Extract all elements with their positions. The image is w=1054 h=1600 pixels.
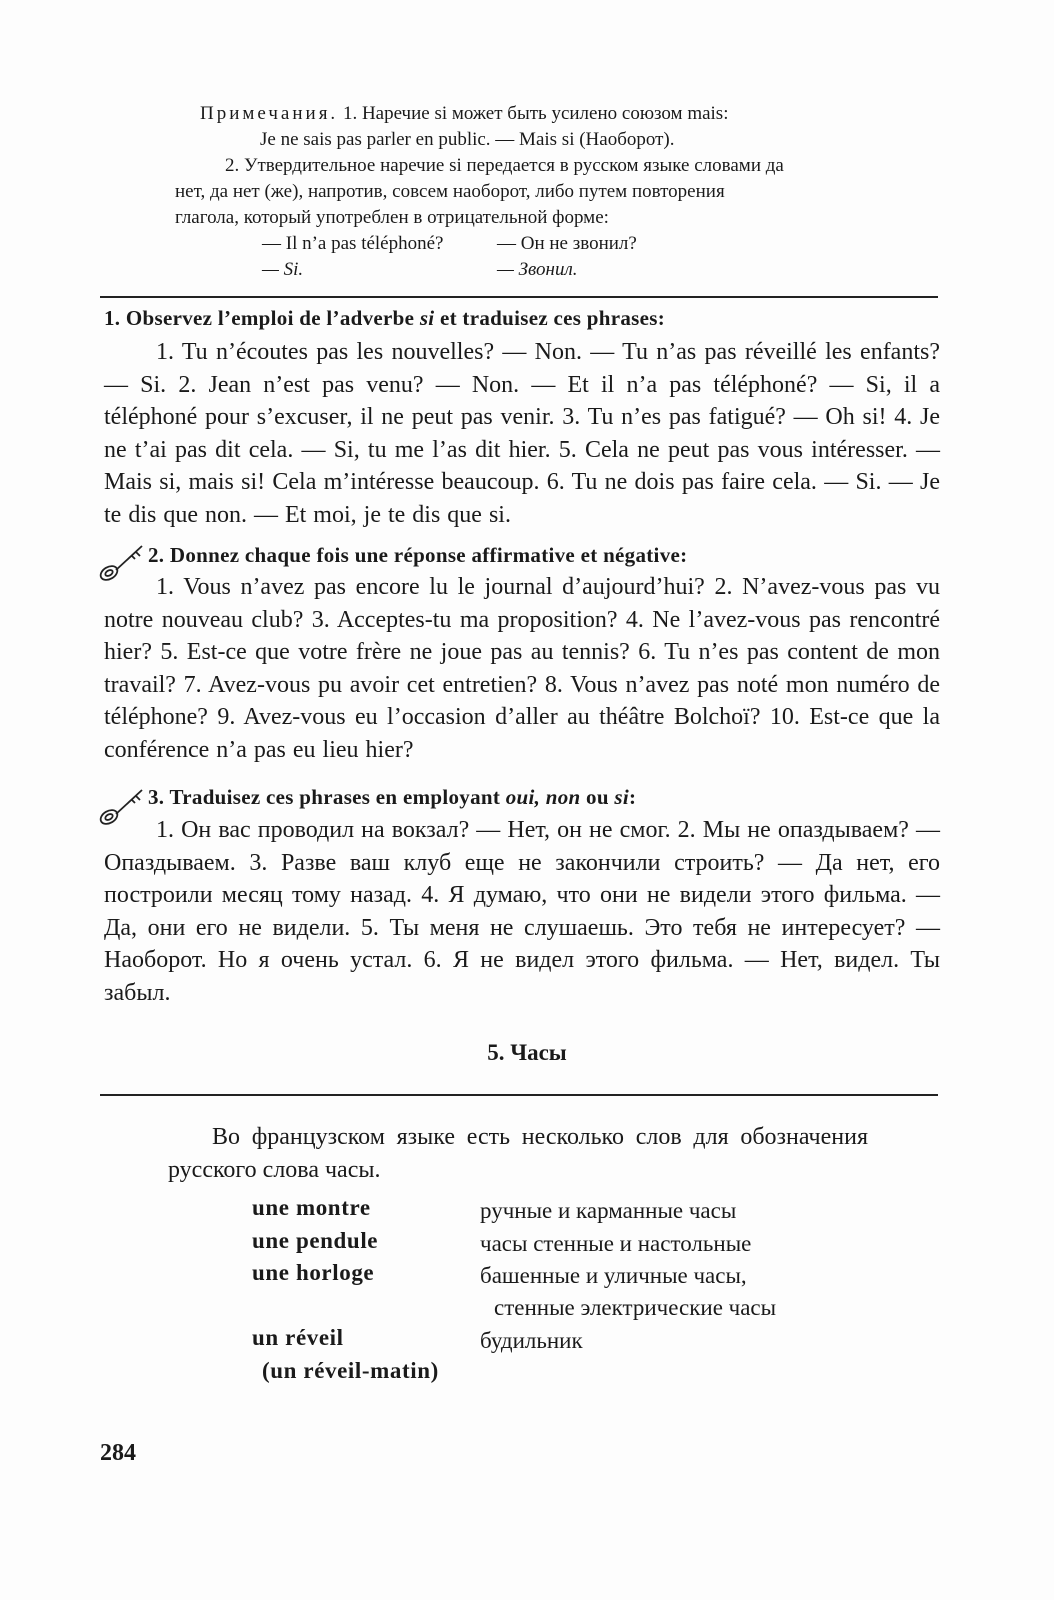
note-label: Примечания. (200, 103, 339, 124)
exercise-1-body (104, 336, 940, 531)
vocab-fr-horloge: une horloge (252, 1260, 375, 1285)
vocab-fr-reveil-matin: (un réveil-matin) (262, 1358, 439, 1383)
exercise-3-body (104, 814, 940, 1009)
vocab-ru-pendule: часы стенные и настольные (480, 1231, 752, 1256)
exercise-1-title-text: 1. Observez l’emploi de l’adverbe (104, 306, 420, 330)
vocab-fr-reveil: un réveil (252, 1325, 344, 1350)
vocab-ru-montre: ручные и карманные часы (480, 1198, 737, 1223)
exercise-2-title: 2. Donnez chaque fois une réponse affirmative et négative: (148, 543, 688, 567)
vocab-ru-horloge: башенные и уличные часы, (480, 1263, 747, 1288)
section-title: 5. Часы (487, 1040, 567, 1065)
note-2-line-2: нет, да нет (же), напротив, совсем наоборот, либо путем повторения (175, 181, 725, 202)
section-intro: Во французском языке есть несколько слов для обозначения русского слова часы. (168, 1124, 868, 1183)
vocab-fr-montre: une montre (252, 1195, 371, 1220)
dialog-question-ru: — Он не звонил? (497, 233, 637, 254)
exercise-3-title-text: 3. Traduisez ces phrases en employant (148, 785, 506, 809)
dialog-question-fr: — Il n’a pas téléphoné? (262, 233, 444, 254)
divider-rule (100, 296, 938, 298)
note-1-example: Je ne sais pas parler en public. — Mais si (Наоборот). (260, 129, 675, 150)
dialog-answer-ru: — Звонил. (497, 259, 578, 280)
note-2-line-1: 2. Утвердительное наречие si передается в русском языке словами да (225, 155, 784, 176)
exercise-1-title (104, 306, 665, 331)
exercise-1-title-keyword: si (419, 306, 435, 330)
grammar-note (175, 101, 875, 231)
exercise-2-body (104, 571, 940, 766)
exercise-3-title-colon: : (629, 785, 637, 809)
dialog-answer-fr: — Si. (262, 259, 304, 280)
exercise-2-text: 1. Vous n’avez pas encore lu le journal d’aujourd’hui? 2. N’avez-vous pas vu notre nouveau club? 3. Acceptes-tu ma proposition? 4. Ne l’avez-vous pas rencontré hier? 5. Est-ce que votre frère ne joue pas au tennis? 6. Tu n’es pas content de mon travail? 7. Avez-vous pu avoir cet entretien? 8. Vous n’avez pas noté mon numéro de téléphone? 9. Avez-vous eu l’occasion d’aller au théâtre Bolchoï? 10. Est-ce que la conférence n’a pas eu lieu hier? (104, 574, 940, 763)
vocab-fr-pendule: une pendule (252, 1228, 379, 1253)
exercise-3-title (148, 785, 636, 810)
vocab-ru-horloge-cont: стенные электрические часы (494, 1295, 777, 1320)
page-number: 284 (100, 1440, 136, 1466)
section-rule (100, 1094, 938, 1096)
vocab-ru-reveil: будильник (480, 1328, 583, 1353)
exercise-3-text: 1. Он вас проводил на вокзал? — Нет, он не смог. 2. Мы не опаздываем? — Опаздываем. 3. Разве ваш клуб еще не закончили строить? — Да нет, его построили месяц тому назад. 4. Я думаю, что они не видели этого фильма. — Да, они его не видели. 5. Ты меня не слушаешь. Это тебя не интересует? — Наоборот. Но я очень устал. 6. Я не видел этого фильма. — Нет, видел. Ты забыл. (104, 817, 940, 1006)
note-2-line-3: глагола, который употреблен в отрицательной форме: (175, 207, 609, 228)
exercise-3-title-conj: ou (580, 785, 615, 809)
note-1-text: 1. Наречие si может быть усилено союзом mais: (342, 103, 729, 124)
exercise-3-title-keyword-si: si (614, 785, 629, 809)
exercise-1-title-text-end: et traduisez ces phrases: (434, 306, 666, 330)
exercise-3-title-keywords: oui, non (505, 785, 581, 809)
exercise-1-text: 1. Tu n’écoutes pas les nouvelles? — Non. — Tu n’as pas réveillé les enfants? — Si. 2. Jean n’est pas venu? — Non. — Et il n’a pas téléphoné? — Si, il a téléphoné pour s’excuser, il ne peut pas venir. 3. Tu n’es pas fatigué? — Oh si! 4. Je ne t’ai pas dit cela. — Si, tu me l’as dit hier. 5. Cela ne peut pas vous intéresser. — Mais si, mais si! Cela m’intéresse beaucoup. 6. Tu ne dois pas faire cela. — Si. — Je te dis que non. — Et moi, je te dis que si. (104, 339, 940, 528)
